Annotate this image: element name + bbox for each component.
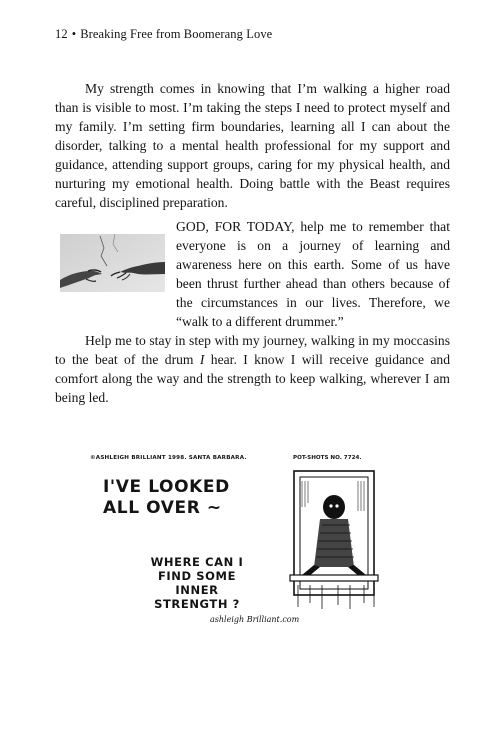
cartoon-reference: POT-SHOTS NO. 7724. [293,455,362,461]
cartoon-signature: ashleigh Brilliant.com [210,615,300,624]
cartoon-copyright: ©ASHLEIGH BRILLIANT 1998. SANTA BARBARA. [90,455,247,461]
running-header [55,27,272,42]
prayer-text: GOD, FOR TODAY, help me to remember that everyone is on a journey of learning and awareness here on this earth. Some of us have been thrust further ahead than others because of the circumstances in our lives. Therefore, we “walk to a different drummer.” [176,219,450,329]
page-number: 12 [55,27,68,41]
headline-line-2: ALL OVER ~ [103,498,222,518]
headline-line-1: I'VE LOOKED [103,477,230,497]
journey-text-start: Help me to stay in step with my journey, walking in my moccasins to the beat of the drum [55,333,450,367]
journey-text-end: hear. I know I will receive guidance and comfort along the way and the strength to keep walking, wherever I am being led. [55,352,451,405]
header-bullet: • [71,27,77,41]
creation-of-adam-image [60,234,165,292]
cartoon-question [122,555,272,611]
question-line-1: WHERE CAN I [150,555,244,569]
cartoon-headline [103,477,230,519]
paragraph-journey [55,331,450,407]
man-in-window-drawing [288,467,380,612]
paragraph-strength: My strength comes in knowing that I’m walking a higher road than is visible to most. I’m taking the steps I need to protect myself and my family. I’m setting firm boundaries, learning all I can about the disorder, talking to a mental health professional for my support and guidance, attending support groups, caring for my physical health, and nurturing my emotional health. Doing battle with the Beast requires careful, disciplined preparation. [55,81,450,210]
book-title: Breaking Free from Boomerang Love [80,27,273,41]
journey-text-italic: I [199,352,205,367]
question-line-4: STRENGTH ? [154,597,240,611]
question-line-2: FIND SOME [157,569,237,583]
question-line-3: INNER [175,583,219,597]
pot-shots-cartoon [75,452,425,652]
